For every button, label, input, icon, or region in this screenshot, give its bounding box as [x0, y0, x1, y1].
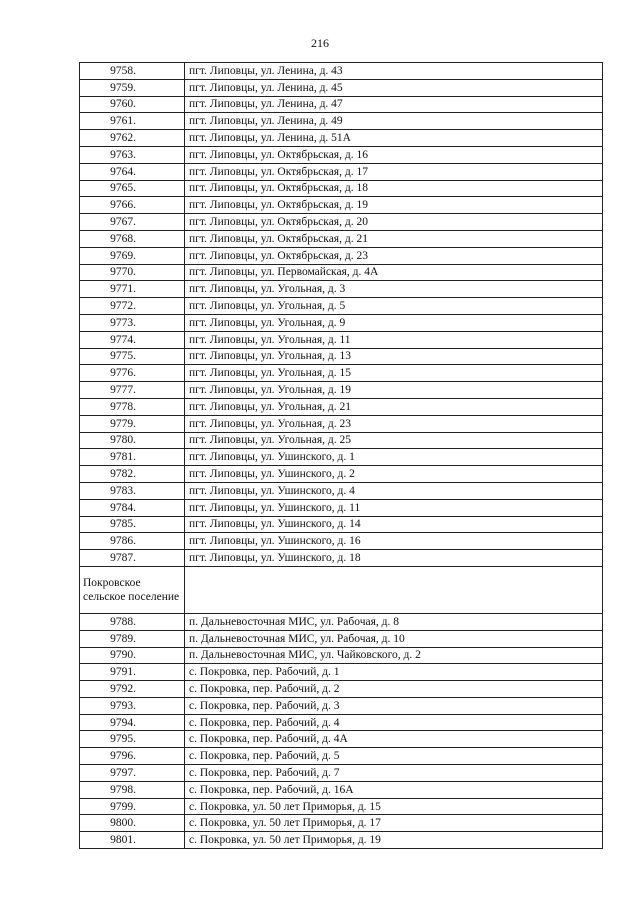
row-address: пгт. Липовцы, ул. Угольная, д. 5	[185, 298, 603, 315]
row-number: 9767.	[80, 214, 185, 231]
table-row	[80, 96, 603, 113]
table-row	[80, 832, 603, 849]
row-number: 9773.	[80, 314, 185, 331]
row-number: 9799.	[80, 798, 185, 815]
row-number: 9789.	[80, 630, 185, 647]
table-row	[80, 247, 603, 264]
row-address: пгт. Липовцы, ул. Ушинского, д. 4	[185, 482, 603, 499]
row-number: 9798.	[80, 781, 185, 798]
table-row	[80, 264, 603, 281]
row-address: пгт. Липовцы, ул. Октябрьская, д. 18	[185, 180, 603, 197]
table-row	[80, 230, 603, 247]
row-number: 9791.	[80, 664, 185, 681]
row-number: 9777.	[80, 382, 185, 399]
row-address: пгт. Липовцы, ул. Угольная, д. 19	[185, 382, 603, 399]
address-table	[79, 62, 603, 849]
row-number: 9788.	[80, 613, 185, 630]
table-row	[80, 630, 603, 647]
row-address: пгт. Липовцы, ул. Угольная, д. 25	[185, 432, 603, 449]
table-row	[80, 798, 603, 815]
row-number: 9792.	[80, 681, 185, 698]
table-row	[80, 63, 603, 80]
table-row	[80, 765, 603, 782]
table-row	[80, 281, 603, 298]
row-address: пгт. Липовцы, ул. Угольная, д. 15	[185, 365, 603, 382]
row-address: п. Дальневосточная МИС, ул. Рабочая, д. 10	[185, 630, 603, 647]
table-row	[80, 714, 603, 731]
row-address: с. Покровка, пер. Рабочий, д. 5	[185, 748, 603, 765]
row-address: с. Покровка, ул. 50 лет Приморья, д. 15	[185, 798, 603, 815]
row-address: пгт. Липовцы, ул. Ушинского, д. 16	[185, 533, 603, 550]
row-number: 9764.	[80, 163, 185, 180]
row-number: 9760.	[80, 96, 185, 113]
table-row	[80, 331, 603, 348]
table-row	[80, 466, 603, 483]
row-number: 9763.	[80, 146, 185, 163]
table-row	[80, 731, 603, 748]
row-address: с. Покровка, пер. Рабочий, д. 4А	[185, 731, 603, 748]
table-row	[80, 298, 603, 315]
row-address: пгт. Липовцы, ул. Первомайская, д. 4А	[185, 264, 603, 281]
row-address: с. Покровка, пер. Рабочий, д. 3	[185, 697, 603, 714]
table-row	[80, 681, 603, 698]
table-row	[80, 781, 603, 798]
row-address: пгт. Липовцы, ул. Ленина, д. 47	[185, 96, 603, 113]
section-empty-cell	[185, 566, 603, 613]
row-number: 9800.	[80, 815, 185, 832]
table-row	[80, 748, 603, 765]
row-address: пгт. Липовцы, ул. Угольная, д. 3	[185, 281, 603, 298]
row-address: с. Покровка, пер. Рабочий, д. 1	[185, 664, 603, 681]
table-row	[80, 613, 603, 630]
row-address: пгт. Липовцы, ул. Ленина, д. 45	[185, 79, 603, 96]
row-number: 9775.	[80, 348, 185, 365]
row-address: пгт. Липовцы, ул. Ленина, д. 51А	[185, 130, 603, 147]
row-number: 9778.	[80, 398, 185, 415]
row-number: 9782.	[80, 466, 185, 483]
row-number: 9795.	[80, 731, 185, 748]
table-row	[80, 482, 603, 499]
row-address: пгт. Липовцы, ул. Угольная, д. 9	[185, 314, 603, 331]
row-address: с. Покровка, пер. Рабочий, д. 16А	[185, 781, 603, 798]
row-number: 9768.	[80, 230, 185, 247]
row-number: 9786.	[80, 533, 185, 550]
row-number: 9784.	[80, 499, 185, 516]
row-address: пгт. Липовцы, ул. Ушинского, д. 2	[185, 466, 603, 483]
table-row	[80, 697, 603, 714]
row-address: п. Дальневосточная МИС, ул. Чайковского, д. 2	[185, 647, 603, 664]
row-address: пгт. Липовцы, ул. Октябрьская, д. 21	[185, 230, 603, 247]
row-address: пгт. Липовцы, ул. Октябрьская, д. 16	[185, 146, 603, 163]
row-address: пгт. Липовцы, ул. Ленина, д. 43	[185, 63, 603, 80]
row-address: с. Покровка, пер. Рабочий, д. 4	[185, 714, 603, 731]
row-address: пгт. Липовцы, ул. Октябрьская, д. 23	[185, 247, 603, 264]
row-number: 9797.	[80, 765, 185, 782]
page-number: 216	[311, 36, 329, 50]
table-row	[80, 815, 603, 832]
table-row	[80, 533, 603, 550]
row-number: 9781.	[80, 449, 185, 466]
table-row	[80, 113, 603, 130]
table-row	[80, 516, 603, 533]
row-number: 9796.	[80, 748, 185, 765]
row-number: 9766.	[80, 197, 185, 214]
row-number: 9793.	[80, 697, 185, 714]
row-number: 9787.	[80, 550, 185, 567]
row-address: п. Дальневосточная МИС, ул. Рабочая, д. 8	[185, 613, 603, 630]
row-number: 9769.	[80, 247, 185, 264]
row-number: 9774.	[80, 331, 185, 348]
row-address: пгт. Липовцы, ул. Ушинского, д. 18	[185, 550, 603, 567]
section-title: Покровское сельское поселение	[80, 566, 185, 613]
row-address: пгт. Липовцы, ул. Октябрьская, д. 20	[185, 214, 603, 231]
row-address: пгт. Липовцы, ул. Ленина, д. 49	[185, 113, 603, 130]
table-row	[80, 180, 603, 197]
table-row	[80, 146, 603, 163]
row-number: 9790.	[80, 647, 185, 664]
row-number: 9785.	[80, 516, 185, 533]
row-number: 9780.	[80, 432, 185, 449]
table-row	[80, 664, 603, 681]
table-row	[80, 449, 603, 466]
row-number: 9801.	[80, 832, 185, 849]
row-address: пгт. Липовцы, ул. Угольная, д. 13	[185, 348, 603, 365]
row-number: 9770.	[80, 264, 185, 281]
table-row	[80, 365, 603, 382]
table-row	[80, 382, 603, 399]
row-address: пгт. Липовцы, ул. Угольная, д. 21	[185, 398, 603, 415]
row-address: пгт. Липовцы, ул. Ушинского, д. 11	[185, 499, 603, 516]
row-number: 9759.	[80, 79, 185, 96]
section-row	[80, 566, 603, 613]
table-row	[80, 314, 603, 331]
row-number: 9758.	[80, 63, 185, 80]
table-row	[80, 79, 603, 96]
row-address: пгт. Липовцы, ул. Угольная, д. 23	[185, 415, 603, 432]
row-number: 9794.	[80, 714, 185, 731]
row-number: 9783.	[80, 482, 185, 499]
table-row	[80, 647, 603, 664]
row-number: 9765.	[80, 180, 185, 197]
row-address: пгт. Липовцы, ул. Ушинского, д. 1	[185, 449, 603, 466]
row-address: пгт. Липовцы, ул. Октябрьская, д. 19	[185, 197, 603, 214]
row-number: 9761.	[80, 113, 185, 130]
row-address: с. Покровка, ул. 50 лет Приморья, д. 17	[185, 815, 603, 832]
table-row	[80, 214, 603, 231]
table-row	[80, 432, 603, 449]
table-row	[80, 130, 603, 147]
table-row	[80, 499, 603, 516]
row-address: пгт. Липовцы, ул. Угольная, д. 11	[185, 331, 603, 348]
table-row	[80, 398, 603, 415]
row-number: 9772.	[80, 298, 185, 315]
row-address: с. Покровка, ул. 50 лет Приморья, д. 19	[185, 832, 603, 849]
row-address: пгт. Липовцы, ул. Октябрьская, д. 17	[185, 163, 603, 180]
row-number: 9771.	[80, 281, 185, 298]
row-address: с. Покровка, пер. Рабочий, д. 7	[185, 765, 603, 782]
row-number: 9762.	[80, 130, 185, 147]
row-number: 9776.	[80, 365, 185, 382]
table-row	[80, 415, 603, 432]
table-row	[80, 348, 603, 365]
table-row	[80, 197, 603, 214]
row-address: пгт. Липовцы, ул. Ушинского, д. 14	[185, 516, 603, 533]
row-address: с. Покровка, пер. Рабочий, д. 2	[185, 681, 603, 698]
row-number: 9779.	[80, 415, 185, 432]
table-row	[80, 550, 603, 567]
address-table-body	[80, 63, 603, 849]
table-row	[80, 163, 603, 180]
